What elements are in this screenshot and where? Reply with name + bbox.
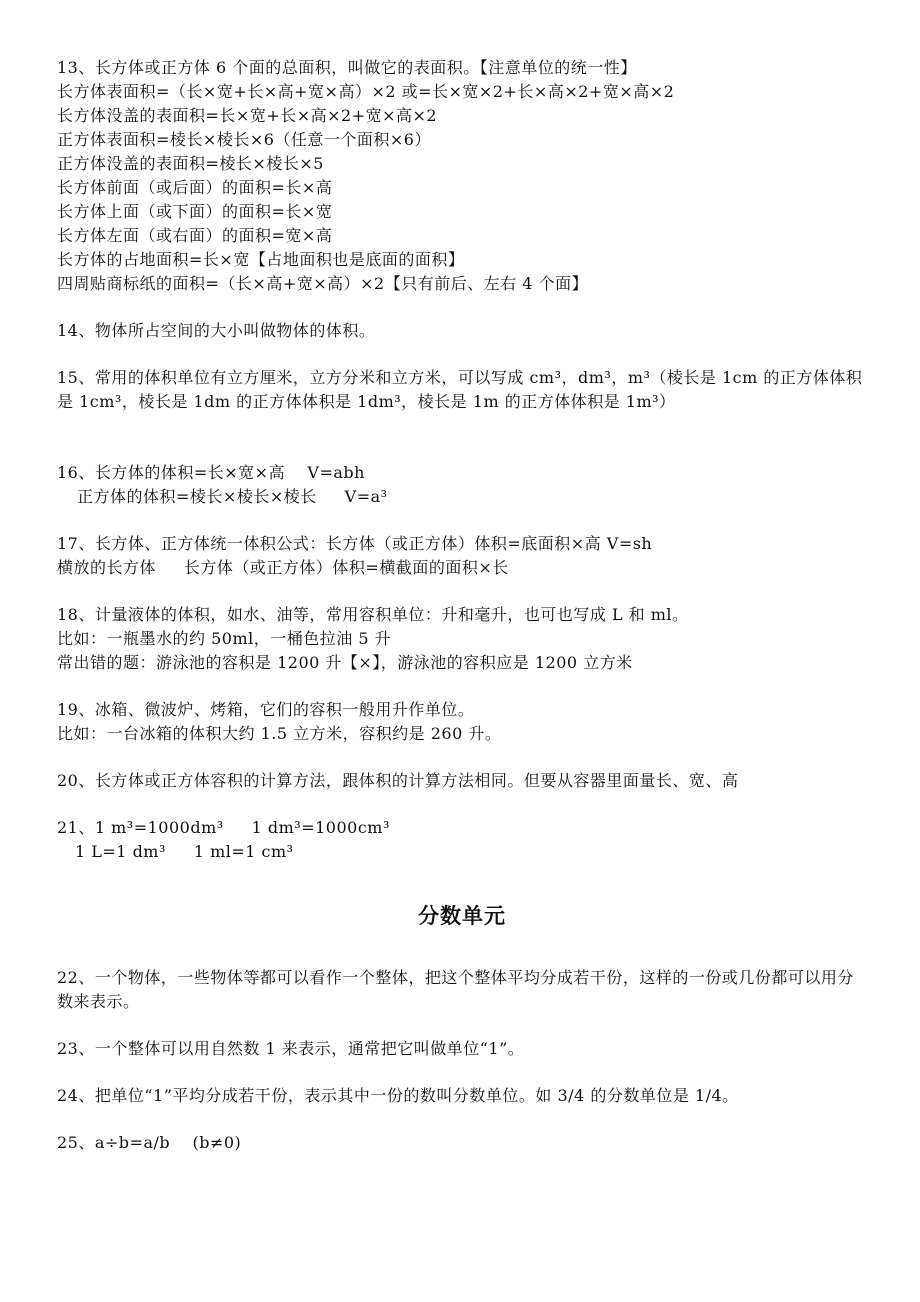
section-19: [57, 698, 867, 746]
section-17: [57, 532, 867, 580]
section-23: 23、一个整体可以用自然数 1 来表示，通常把它叫做单位“1”。: [57, 1039, 525, 1058]
text-line: 19、冰箱、微波炉、烤箱，它们的容积一般用升作单位。: [57, 700, 475, 719]
text-line: 21、1 m³=1000dm³ 1 dm³=1000cm³: [57, 818, 390, 837]
section-13: [57, 56, 867, 296]
text-line: 正方体表面积=棱长×棱长×6（任意一个面积×6）: [57, 130, 431, 149]
text-line: 正方体的体积=棱长×棱长×棱长 V=a³: [77, 487, 388, 506]
document-body: [57, 56, 867, 1155]
section-24: 24、把单位“1”平均分成若干份，表示其中一份的数叫分数单位。如 3/4 的分数单位是 1/4。: [57, 1086, 739, 1105]
section-20: 20、长方体或正方体容积的计算方法，跟体积的计算方法相同。但要从容器里面量长、宽、高: [57, 771, 739, 790]
text-line: 比如：一台冰箱的体积大约 1.5 立方米，容积约是 260 升。: [57, 724, 502, 743]
text-line: 18、计量液体的体积，如水、油等，常用容积单位：升和毫升，也可也写成 L 和 ml。: [57, 605, 689, 624]
section-18: [57, 603, 867, 675]
text-line: 长方体表面积=（长×宽+长×高+宽×高）×2 或=长×宽×2+长×高×2+宽×高×2: [57, 82, 675, 101]
section-title: 分数单元: [418, 904, 506, 928]
text-line: 正方体没盖的表面积=棱长×棱长×5: [57, 154, 324, 173]
text-line: 长方体前面（或后面）的面积=长×高: [57, 178, 333, 197]
section-25: 25、a÷b=a/b (b≠0): [57, 1133, 242, 1152]
section-21: [57, 816, 867, 864]
section-15: 15、常用的体积单位有立方厘米，立方分米和立方米，可以写成 cm³，dm³，m³（棱长是 1cm 的正方体体积是 1cm³，棱长是 1dm 的正方体体积是 1dm³，棱长是 1m 的正方体体积是 1m³）: [57, 368, 863, 411]
text-line: 四周贴商标纸的面积=（长×高+宽×高）×2【只有前后、左右 4 个面】: [57, 274, 589, 293]
text-line: 长方体没盖的表面积=长×宽+长×高×2+宽×高×2: [57, 106, 438, 125]
text-line: 17、长方体、正方体统一体积公式：长方体（或正方体）体积=底面积×高 V=sh: [57, 534, 653, 553]
text-line: 13、长方体或正方体 6 个面的总面积，叫做它的表面积。【注意单位的统一性】: [57, 58, 637, 77]
section-22: 22、一个物体，一些物体等都可以看作一个整体，把这个整体平均分成若干份，这样的一份或几份都可以用分数来表示。: [57, 968, 854, 1011]
text-line: 长方体的占地面积=长×宽【占地面积也是底面的面积】: [57, 250, 465, 269]
text-line: 常出错的题：游泳池的容积是 1200 升【×】，游泳池的容积应是 1200 立方米: [57, 653, 633, 672]
text-line: 长方体左面（或右面）的面积=宽×高: [57, 226, 333, 245]
text-line: 16、长方体的体积=长×宽×高 V=abh: [57, 463, 365, 482]
section-14: 14、物体所占空间的大小叫做物体的体积。: [57, 321, 376, 340]
section-16: [57, 461, 867, 509]
text-line: 横放的长方体 长方体（或正方体）体积=横截面的面积×长: [57, 558, 509, 577]
text-line: 1 L=1 dm³ 1 ml=1 cm³: [75, 842, 294, 861]
text-line: 长方体上面（或下面）的面积=长×宽: [57, 202, 333, 221]
text-line: 比如：一瓶墨水的约 50ml，一桶色拉油 5 升: [57, 629, 392, 648]
